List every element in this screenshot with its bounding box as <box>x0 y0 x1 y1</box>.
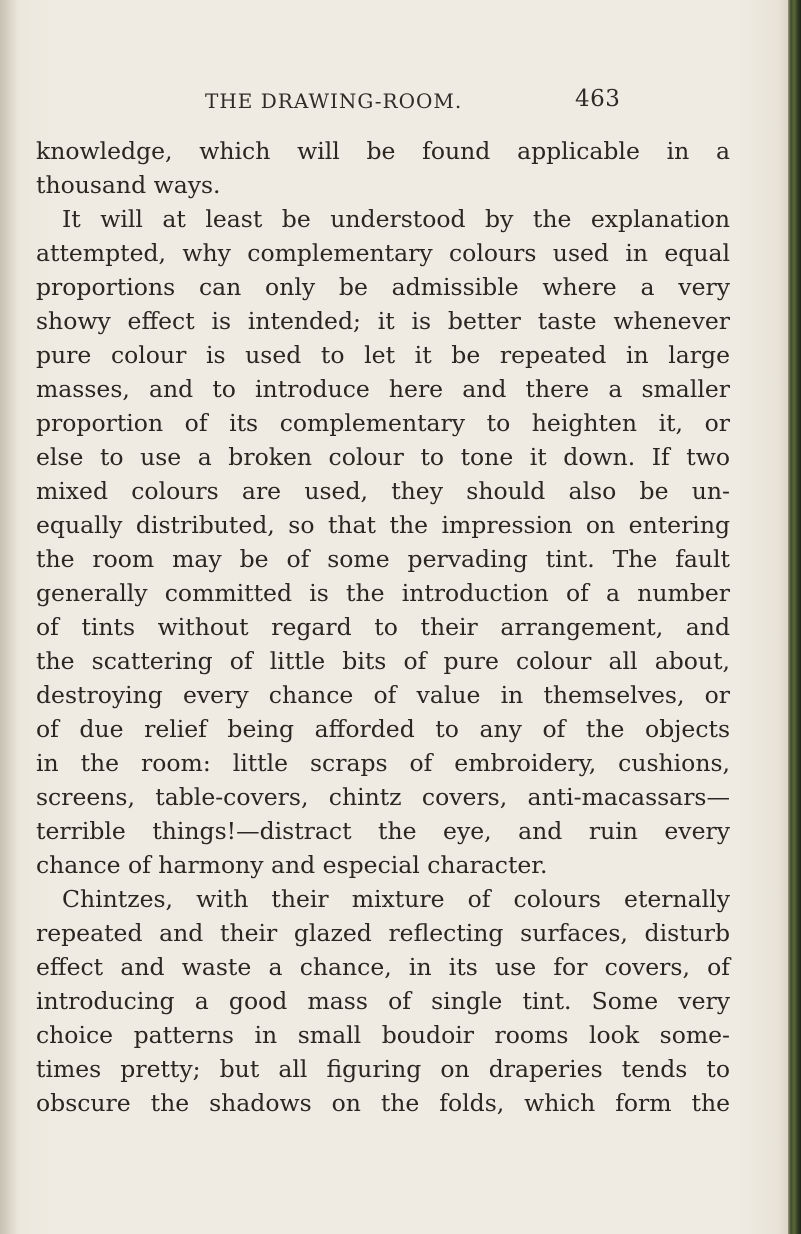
text-line: generally committed is the introduction of a number <box>36 579 730 607</box>
text-line: effect and waste a chance, in its use for covers, of <box>36 953 730 981</box>
text-line: masses, and to introduce here and there a smaller <box>36 375 730 403</box>
text-line: screens, table-covers, chintz covers, anti-macassars— <box>36 783 730 811</box>
text-line: pure colour is used to let it be repeated in large <box>36 341 730 369</box>
text-line: of due relief being afforded to any of the objects <box>36 715 730 743</box>
text-line: knowledge, which will be found applicable in a <box>36 137 730 165</box>
text-line: else to use a broken colour to tone it down. If two <box>36 443 730 471</box>
text-line: choice patterns in small boudoir rooms look some- <box>36 1021 730 1049</box>
text-line: of tints without regard to their arrangement, and <box>36 613 730 641</box>
text-line: Chintzes, with their mixture of colours eternally <box>62 885 730 913</box>
text-line: proportion of its complementary to heighten it, or <box>36 409 730 437</box>
text-line: the room may be of some pervading tint. The fault <box>36 545 730 573</box>
running-head: THE DRAWING-ROOM. <box>205 89 463 113</box>
text-line: thousand ways. <box>36 171 221 199</box>
text-line: destroying every chance of value in themselves, or <box>36 681 730 709</box>
text-line: showy effect is intended; it is better taste whenever <box>36 307 730 335</box>
text-line: terrible things!—distract the eye, and ruin every <box>36 817 730 845</box>
text-line: It will at least be understood by the explanation <box>62 205 730 233</box>
text-line: attempted, why complementary colours used in equal <box>36 239 730 267</box>
text-line: obscure the shadows on the folds, which form the <box>36 1089 730 1117</box>
text-line: times pretty; but all figuring on draperies tends to <box>36 1055 730 1083</box>
text-line: introducing a good mass of single tint. Some very <box>36 987 730 1015</box>
book-spine-edge <box>788 0 801 1234</box>
page-gutter-shadow <box>0 0 18 1234</box>
text-line: the scattering of little bits of pure colour all about, <box>36 647 730 675</box>
text-line: proportions can only be admissible where a very <box>36 273 730 301</box>
text-line: chance of harmony and especial character. <box>36 851 548 879</box>
text-line: mixed colours are used, they should also be un- <box>36 477 730 505</box>
text-line: in the room: little scraps of embroidery, cushions, <box>36 749 730 777</box>
text-line: repeated and their glazed reflecting surfaces, disturb <box>36 919 730 947</box>
text-line: equally distributed, so that the impression on entering <box>36 511 730 539</box>
page-number: 463 <box>575 86 621 112</box>
